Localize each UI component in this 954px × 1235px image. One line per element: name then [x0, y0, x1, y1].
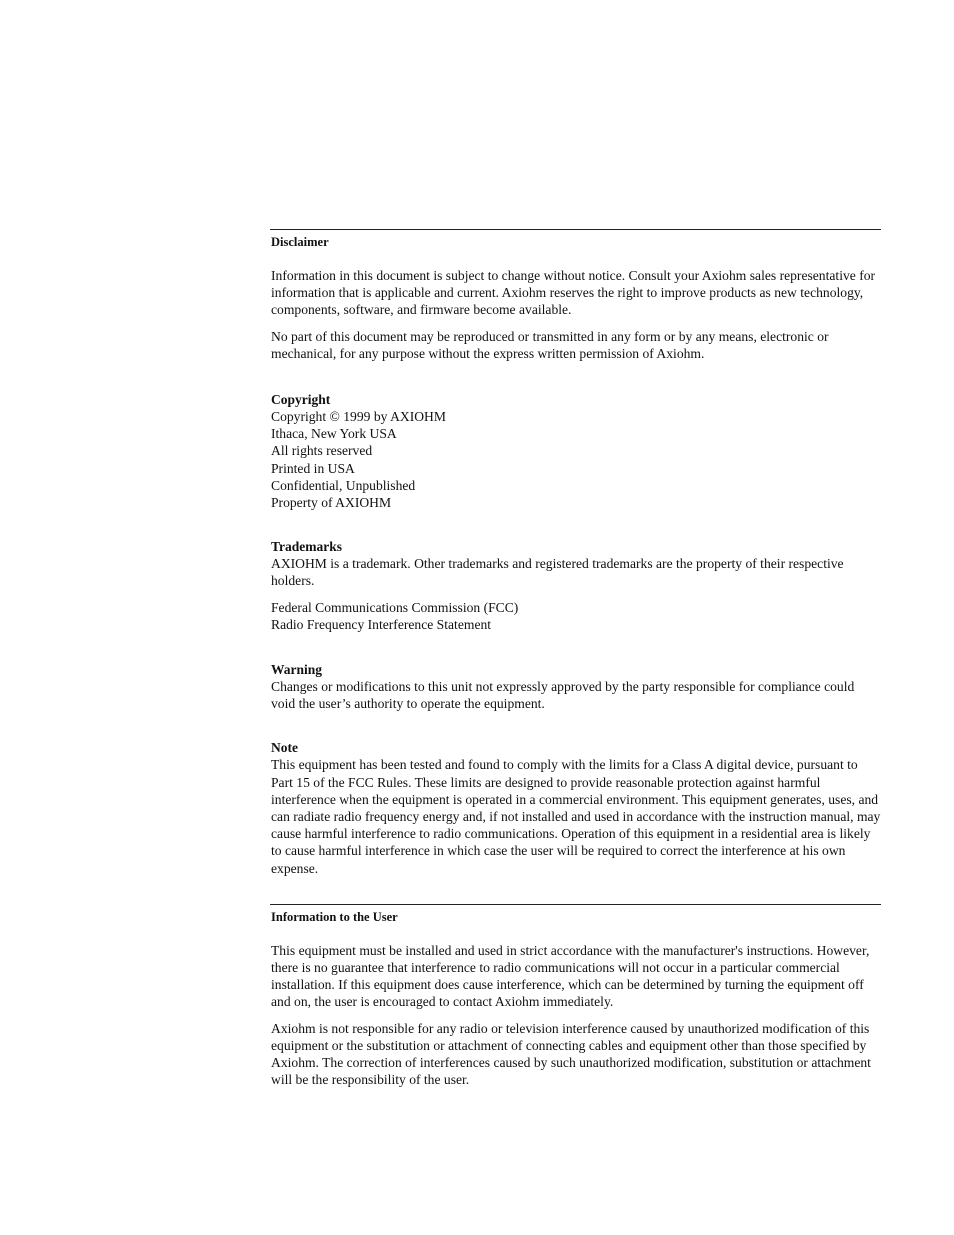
disclaimer-title: Disclaimer — [271, 235, 329, 249]
note-heading: Note — [271, 740, 298, 756]
copyright-line: Copyright © 1999 by AXIOHM — [271, 409, 446, 425]
copyright-block — [270, 408, 881, 511]
trademarks-heading: Trademarks — [271, 539, 342, 555]
section-rule-disclaimer — [270, 229, 881, 230]
trademarks-paragraph: AXIOHM is a trademark. Other trademarks and registered trademarks are the property of their respective holders. — [271, 556, 844, 589]
fcc-line: Radio Frequency Interference Statement — [271, 616, 492, 632]
fcc-statement — [270, 599, 881, 633]
copyright-line: Ithaca, New York USA — [271, 426, 397, 442]
document-page — [270, 229, 881, 1089]
copyright-line: Confidential, Unpublished — [271, 477, 416, 493]
copyright-line: Property of AXIOHM — [271, 495, 392, 511]
copyright-line: All rights reserved — [271, 443, 373, 459]
note-paragraph: This equipment has been tested and found to comply with the limits for a Class A digital device, pursuant to Part 15 of the FCC Rules. These limits are designed to provide reasonable protection against harmful interference when the equipment is operated in a commercial environment. This equipment generates, uses, and can radiate radio frequency energy and, if not installed and used in accordance with the instruction manual, may cause harmful interference to radio communications. Operation of this equipment in a residential area is likely to cause harmful interference in which case the user will be required to correct the interference at his own expense. — [271, 757, 881, 876]
warning-heading: Warning — [271, 662, 323, 678]
copyright-heading: Copyright — [271, 392, 331, 408]
info-user-paragraph-2: Axiohm is not responsible for any radio or television interference caused by unauthorized modification of this equipment or the substitution or attachment of connecting cables and equipment other than those specified by Axiohm. The correction of interferences caused by such unauthorized modification, substitution or attachment will be the responsibility of the user. — [271, 1020, 871, 1088]
disclaimer-paragraph-1: Information in this document is subject to change without notice. Consult your Axiohm sales representative for information that is applicable and current. Axiohm reserves the right to improve products as new technology, components, software, and firmware become available. — [271, 268, 876, 318]
copyright-line: Printed in USA — [271, 460, 355, 476]
fcc-line: Federal Communications Commission (FCC) — [271, 599, 519, 615]
info-user-title: Information to the User — [271, 909, 398, 924]
warning-paragraph: Changes or modifications to this unit not expressly approved by the party responsible for compliance could void the user’s authority to operate the equipment. — [271, 679, 855, 712]
section-rule-info-user — [270, 904, 881, 905]
info-user-paragraph-1: This equipment must be installed and used in strict accordance with the manufacturer's instructions. However, there is no guarantee that interference to radio communications will not occur in a particular commercial installation. If this equipment does cause interference, which can be determined by turning the equipment off and on, the user is encouraged to contact Axiohm immediately. — [271, 942, 870, 1010]
disclaimer-paragraph-2: No part of this document may be reproduced or transmitted in any form or by any means, electronic or mechanical, for any purpose without the express written permission of Axiohm. — [271, 328, 829, 361]
